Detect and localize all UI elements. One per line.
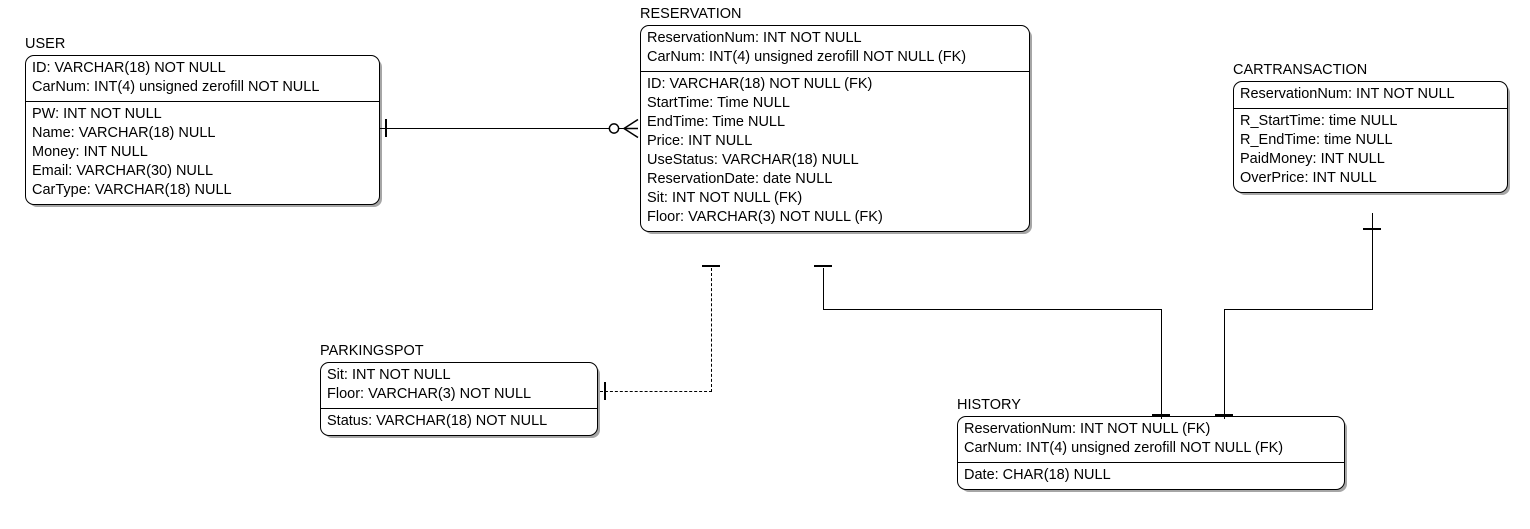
cardinality-one-marker: [1152, 414, 1170, 416]
attribute: StartTime: Time NULL: [647, 95, 790, 111]
cardinality-one-marker: [385, 119, 387, 137]
attribute: Floor: VARCHAR(3) NOT NULL (FK): [647, 209, 883, 225]
entity-title-history: HISTORY: [957, 397, 1021, 413]
cardinality-one-marker: [1363, 228, 1381, 230]
attribute: ReservationDate: date NULL: [647, 171, 833, 187]
entity-box-user: [25, 55, 380, 205]
entity-user[interactable]: [25, 36, 380, 205]
attr-group-nonkey: [958, 462, 1344, 489]
attribute: UseStatus: VARCHAR(18) NULL: [647, 152, 859, 168]
attribute: Price: INT NULL: [647, 133, 753, 149]
attribute: R_StartTime: time NULL: [1240, 113, 1398, 129]
entity-box-history: [957, 416, 1345, 490]
attribute: Sit: INT NOT NULL: [327, 367, 451, 383]
attribute: ReservationNum: INT NOT NULL (FK): [964, 421, 1211, 437]
entity-title-cartransaction: CARTRANSACTION: [1233, 62, 1368, 78]
connector-line: [823, 309, 1162, 310]
attr-group-nonkey: [641, 71, 1029, 231]
cardinality-one-marker: [702, 265, 720, 267]
cardinality-zero-or-many-marker: [608, 117, 642, 141]
attribute: ReservationNum: INT NOT NULL: [1240, 86, 1455, 102]
entity-reservation[interactable]: [640, 6, 1030, 232]
entity-parkingspot[interactable]: [320, 343, 598, 436]
attr-group-key: [1234, 82, 1507, 108]
entity-title-reservation: RESERVATION: [640, 6, 742, 22]
connector-line: [1161, 309, 1162, 419]
connector-line: [1224, 309, 1225, 419]
attr-group-key: [321, 363, 597, 408]
attr-group-key: [26, 56, 379, 101]
entity-cartransaction[interactable]: [1233, 62, 1508, 193]
attr-group-key: [958, 417, 1344, 462]
connector-line: [823, 268, 824, 310]
attribute: CarNum: INT(4) unsigned zerofill NOT NULL (FK): [964, 440, 1284, 456]
attr-group-key: [641, 26, 1029, 71]
attr-group-nonkey: [26, 101, 379, 204]
attribute: Money: INT NULL: [32, 144, 148, 160]
connector-line: [380, 128, 635, 129]
attribute: CarNum: INT(4) unsigned zerofill NOT NULL (FK): [647, 49, 967, 65]
connector-line: [1224, 309, 1373, 310]
cardinality-one-marker: [1215, 414, 1233, 416]
attribute: ReservationNum: INT NOT NULL: [647, 30, 862, 46]
attribute: PW: INT NOT NULL: [32, 106, 162, 122]
attribute: Status: VARCHAR(18) NOT NULL: [327, 413, 548, 429]
attribute: Email: VARCHAR(30) NULL: [32, 163, 214, 179]
attribute: Name: VARCHAR(18) NULL: [32, 125, 216, 141]
entity-history[interactable]: [957, 397, 1345, 490]
attribute: CarType: VARCHAR(18) NULL: [32, 182, 232, 198]
cardinality-one-marker: [604, 382, 606, 400]
attribute: Floor: VARCHAR(3) NOT NULL: [327, 386, 532, 402]
attribute: Date: CHAR(18) NULL: [964, 467, 1111, 483]
attr-group-nonkey: [321, 408, 597, 435]
attribute: Sit: INT NOT NULL (FK): [647, 190, 803, 206]
connector-line-dashed: [711, 268, 712, 392]
attr-group-nonkey: [1234, 108, 1507, 192]
attribute: PaidMoney: INT NULL: [1240, 151, 1385, 167]
entity-title-user: USER: [25, 36, 66, 52]
attribute: R_EndTime: time NULL: [1240, 132, 1393, 148]
entity-box-parkingspot: [320, 362, 598, 436]
entity-title-parkingspot: PARKINGSPOT: [320, 343, 424, 359]
attribute: ID: VARCHAR(18) NOT NULL (FK): [647, 76, 873, 92]
attribute: CarNum: INT(4) unsigned zerofill NOT NULL: [32, 79, 320, 95]
attribute: OverPrice: INT NULL: [1240, 170, 1377, 186]
attribute: ID: VARCHAR(18) NOT NULL: [32, 60, 226, 76]
attribute: EndTime: Time NULL: [647, 114, 786, 130]
entity-box-cartransaction: [1233, 81, 1508, 193]
cardinality-one-marker: [814, 265, 832, 267]
connector-line-dashed: [600, 391, 712, 392]
entity-box-reservation: [640, 25, 1030, 232]
